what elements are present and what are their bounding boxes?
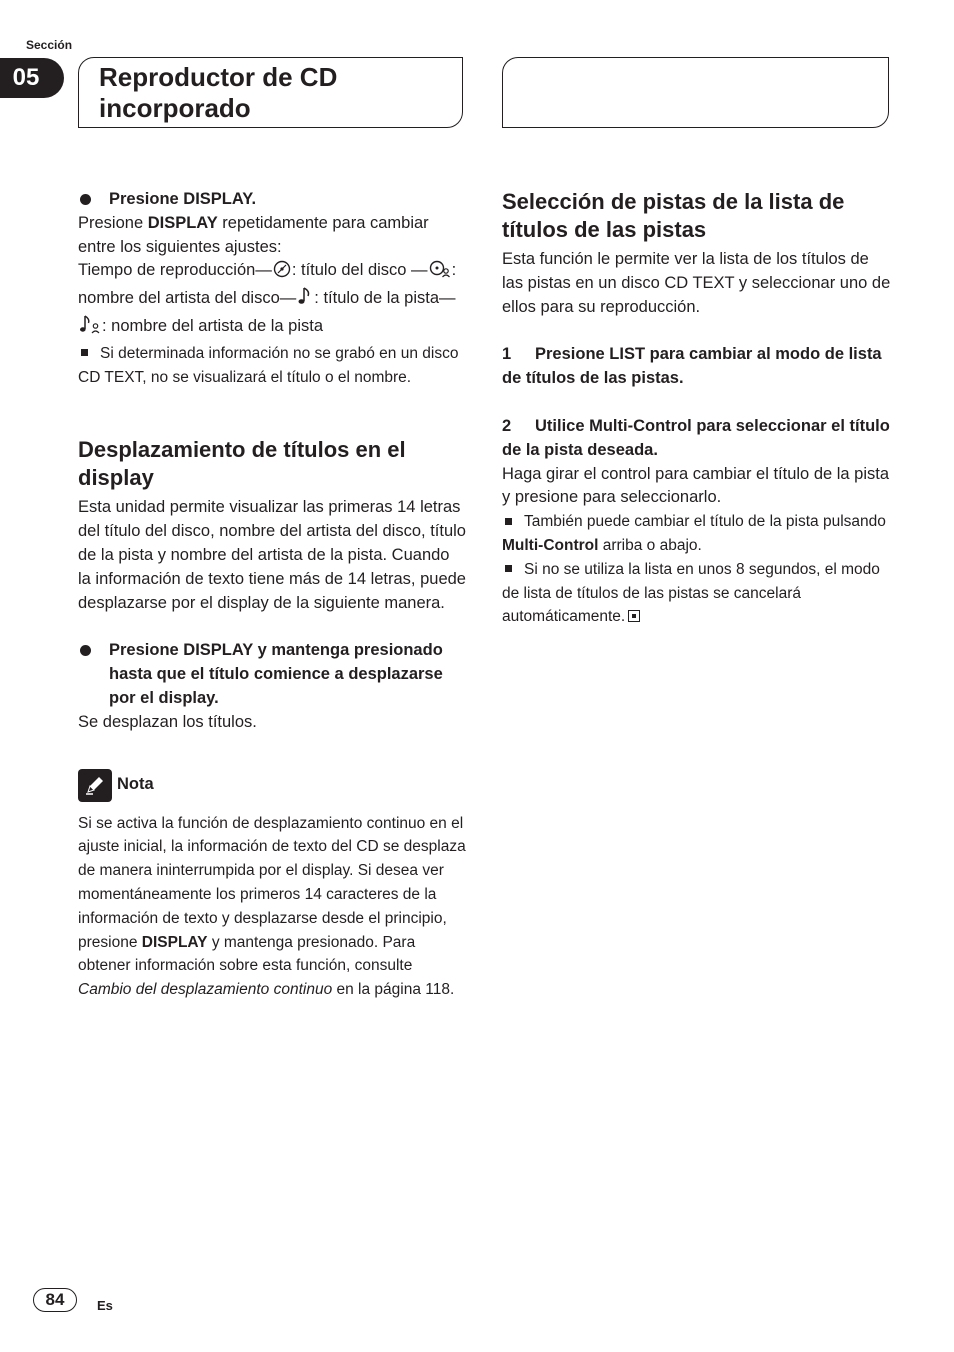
text-run: repetidamente para cambiar entre los siguientes ajustes: — [78, 213, 429, 256]
square-bullet-icon — [505, 565, 512, 572]
text-run: : título del disco — — [291, 261, 428, 280]
section-number-tab: 05 — [0, 58, 64, 98]
text-run: : título de la pista— — [314, 289, 456, 308]
cdtext-note — [78, 342, 466, 390]
track-title-icon — [297, 286, 313, 314]
tip-timeout — [502, 558, 892, 629]
step-scroll — [78, 639, 466, 710]
text-run: en la página 118. — [332, 981, 455, 999]
bold-run: Multi-Control — [502, 536, 599, 554]
page-title: Reproductor de CD incorporado — [99, 62, 338, 123]
text-run: : nombre del artista de la pista — [102, 316, 324, 335]
square-bullet-icon — [81, 349, 88, 356]
text-run: arriba o abajo. — [598, 536, 702, 554]
title-box — [78, 57, 463, 128]
square-bullet-icon — [505, 518, 512, 525]
bullet-dot-icon — [80, 194, 91, 205]
step-number: 1 — [502, 345, 512, 364]
scroll-heading: Desplazamiento de títulos en el display — [78, 437, 406, 491]
page-number: 84 — [33, 1288, 77, 1312]
track-list-step-2 — [502, 415, 892, 463]
nota-text — [78, 812, 466, 1002]
end-of-section-icon — [628, 610, 640, 622]
bold-run: DISPLAY — [141, 933, 208, 951]
track-list-step-2-desc: Haga girar el control para cambiar el título de la pista y presione para seleccionarlo. — [502, 464, 890, 507]
disc-title-icon — [273, 260, 291, 286]
track-list-step-1 — [502, 343, 892, 391]
step-display-text — [78, 212, 466, 260]
track-list-intro: Esta función le permite ver la lista de los títulos de las pistas en un disco CD TEXT y seleccionar uno de ellos para su reproducción. — [502, 250, 891, 316]
bullet-dot-icon — [80, 645, 91, 656]
text-run: y mantenga presionado. Para obtener información sobre esta función, consulte — [78, 933, 416, 975]
empty-header-box — [502, 57, 889, 128]
pencil-note-icon — [78, 769, 112, 802]
tip-multi-control — [502, 510, 892, 558]
left-column — [78, 188, 466, 1002]
text-run: : nombre del artista del disco— — [78, 261, 457, 308]
display-settings-list — [78, 259, 466, 341]
language-code: Es — [97, 1298, 113, 1313]
text-run: También puede cambiar el título de la pista pulsando — [524, 513, 886, 531]
disc-artist-icon — [429, 260, 451, 286]
text-run: Presione — [78, 213, 148, 232]
step-display-title: Presione DISPLAY. — [109, 190, 257, 208]
text-run: Tiempo de reproducción— — [78, 261, 272, 280]
track-list-heading: Selección de pistas de la lista de títulos de las pistas — [502, 189, 845, 242]
nota-header — [78, 769, 466, 802]
scroll-text: Esta unidad permite visualizar las primeras 14 letras del título del disco, nombre del artista del disco, título de la pista y nombre del artista de la pista. Cuando la información de texto tiene más de 14 letras, puede desplazarse por el display de la siguiente manera. — [78, 498, 466, 612]
nota-label: Nota — [117, 775, 154, 794]
step-display — [78, 188, 466, 212]
step-text: Presione LIST para cambiar al modo de lista de títulos de las pistas. — [502, 345, 882, 388]
text-run: Si determinada información no se grabó en un disco CD TEXT, no se visualizará el título o el nombre. — [78, 344, 459, 386]
text-run: Si se activa la función de desplazamiento continuo en el ajuste inicial, la información de texto del CD se desplaza de manera ininterrumpida por el display. Si desea ver momentáneamente los primeros 14 caracteres de la información de texto y desplazarse desde el principio, presione — [78, 814, 466, 951]
cross-reference-link: Cambio del desplazamiento continuo — [78, 981, 333, 999]
step-number: 2 — [502, 416, 512, 435]
bold-run: DISPLAY — [147, 213, 218, 232]
step-scroll-text: Se desplazan los títulos. — [78, 712, 257, 731]
text-run: Si no se utiliza la lista en unos 8 segundos, el modo de lista de títulos de las pistas se cancelará automáticamente. — [502, 560, 880, 626]
right-column — [502, 188, 892, 629]
step-scroll-title: Presione DISPLAY y mantenga presionado hasta que el título comience a desplazarse por el display. — [109, 641, 443, 707]
section-label: Sección — [26, 38, 73, 52]
track-artist-icon — [79, 314, 101, 342]
step-text: Utilice Multi-Control para seleccionar el título de la pista deseada. — [502, 416, 890, 459]
